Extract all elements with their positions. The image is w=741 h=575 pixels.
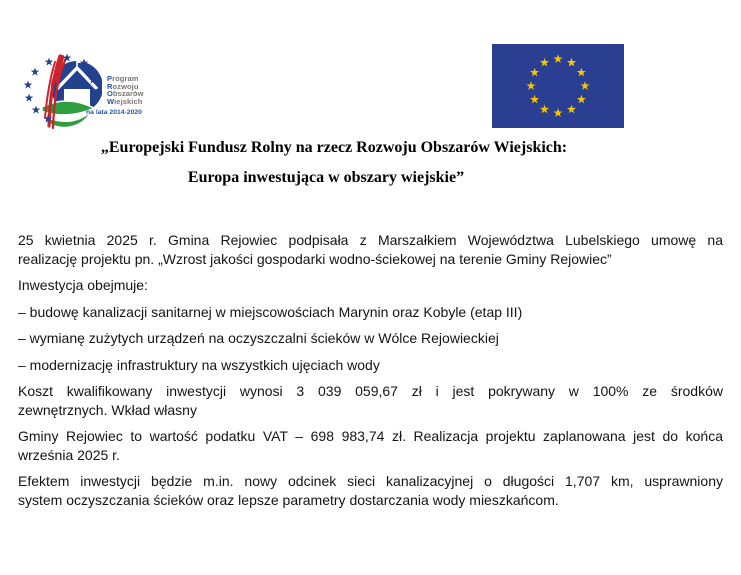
paragraph-investment-intro xyxy=(18,276,723,295)
text-line: realizację projektu pn. „Wzrost jakości gospodarki wodno-ściekowej na terenie Gminy Rejowiec” xyxy=(18,250,612,267)
text-line: system oczyszczania ścieków oraz lepsze parametry dostarczania wody mieszkańcom. xyxy=(18,491,559,508)
text-line: września 2025 r. xyxy=(18,446,120,463)
list-item-equipment xyxy=(18,329,723,348)
prow-word-rest: bszarów xyxy=(112,89,144,99)
list-item-sewage-network xyxy=(18,303,723,322)
prow-logo xyxy=(20,54,150,132)
paragraph-cost xyxy=(18,382,723,419)
prow-word-initial: R xyxy=(107,81,113,91)
text-line: Koszt kwalifikowany inwestycji wynosi 3 039 059,67 zł i jest pokrywany w 100% ze środków xyxy=(18,383,723,399)
prow-logo-title xyxy=(107,75,144,106)
prow-word xyxy=(107,98,144,106)
text-line: 25 kwietnia 2025 r. Gmina Rejowiec podpisała z Marszałkiem Województwa Lubelskiego umowę na xyxy=(18,232,723,248)
prow-word-rest: rogram xyxy=(112,74,139,83)
prow-word-initial: W xyxy=(107,97,115,107)
text-line: – modernizację infrastruktury na wszystkich ujęciach wody xyxy=(18,356,380,373)
list-item-water-intakes xyxy=(18,356,723,375)
title-line-1: „Europejski Fundusz Rolny na rzecz Rozwoju Obszarów Wiejskich: xyxy=(100,139,568,156)
paragraph-agreement xyxy=(18,231,723,268)
paragraph-effects xyxy=(18,472,723,509)
prow-word-rest: iejskich xyxy=(114,97,143,107)
prow-logo-years: na lata 2014-2020 xyxy=(86,109,142,116)
text-line: – wymianę zużytych urządzeń na oczyszczalni ścieków w Wólce Rejowieckiej xyxy=(18,330,499,346)
paragraph-vat xyxy=(18,427,723,464)
eu-flag xyxy=(492,44,624,128)
text-line: Efektem inwestycji będzie m.in. nowy odcinek sieci kanalizacyjnej o długości 1,707 km, usprawniony xyxy=(18,473,723,489)
prow-logo-graphic xyxy=(20,54,102,130)
text-line: Gminy Rejowiec to wartość podatku VAT – 698 983,74 zł. Realizacja projektu zaplanowana jest do końca xyxy=(18,428,723,444)
prow-word-initial: P xyxy=(107,74,113,83)
text-line: – budowę kanalizacji sanitarnej w miejscowościach Marynin oraz Kobyle (etap III) xyxy=(18,303,523,320)
prow-word-rest: ozwoju xyxy=(112,81,139,91)
document-title xyxy=(18,133,650,193)
prow-word-initial: O xyxy=(107,89,113,99)
title-line-2: Europa inwestująca w obszary wiejskie” xyxy=(187,169,465,186)
text-line: Inwestycja obejmuje: xyxy=(18,277,148,293)
document-body xyxy=(18,231,723,517)
text-line: zewnętrznych. Wkład własny xyxy=(18,401,197,418)
